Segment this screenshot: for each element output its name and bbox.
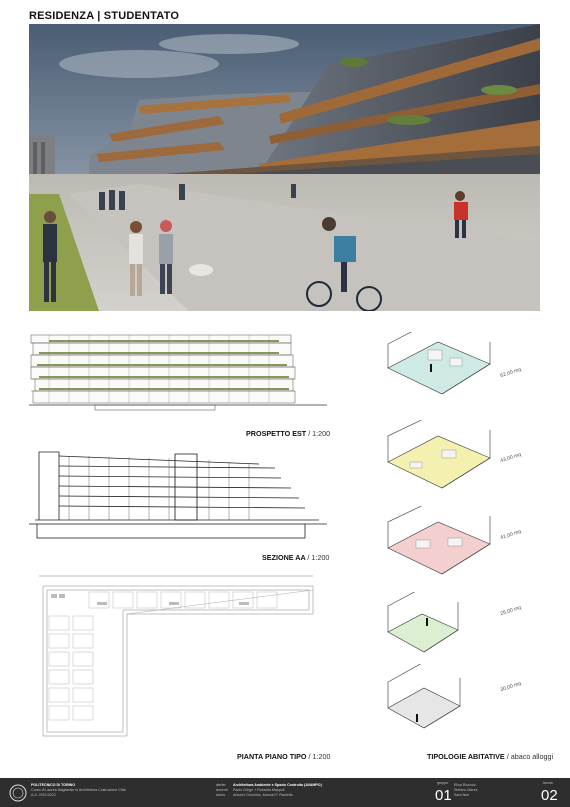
- footer-table-key: tavola: [543, 781, 553, 785]
- footer-group-key: gruppo: [437, 781, 449, 785]
- section-drawing: [29, 442, 327, 542]
- polito-logo-icon: [9, 784, 27, 802]
- unit-axonometric-3: [386, 506, 496, 578]
- unit-area-5: 30,00 mq: [499, 680, 523, 694]
- unit-floor: [388, 342, 490, 394]
- render-illustration: [29, 24, 540, 311]
- typologies-label: TIPOLOGIE ABITATIVE: [427, 752, 505, 761]
- footer-tutors: Antonio Gironimo, Manuel F. Ramella: [233, 793, 293, 797]
- unit-area-1: 62,00 mq: [499, 366, 523, 380]
- plan-scale: / 1:200: [308, 752, 331, 761]
- elevation-label: PROSPETTO EST: [246, 429, 307, 438]
- render-image: [29, 24, 540, 311]
- elevation-drawing: [29, 333, 327, 411]
- typologies-sub: / abaco alloggi: [506, 752, 554, 761]
- footer-institution: POLITECNICO DI TORINO: [31, 783, 76, 787]
- footer-bar: [0, 778, 570, 807]
- plan-caption: [237, 752, 330, 761]
- footer-tutors-key: tutors: [216, 793, 225, 797]
- footer-student-3: Sara Neri: [454, 793, 470, 797]
- footer-year: A.A. 2021/2022: [31, 793, 56, 797]
- section-label: SEZIONE AA: [262, 553, 306, 562]
- unit-axonometric-2: [386, 420, 496, 492]
- page-title: RESIDENZA | STUDENTATO: [29, 10, 180, 22]
- footer-student-2: Stefano Mares: [454, 788, 478, 792]
- unit-floor: [388, 436, 490, 488]
- typologies-caption: [427, 752, 553, 761]
- unit-axonometric-4: [386, 592, 496, 658]
- section-caption: [262, 553, 329, 562]
- footer-group-number: 01: [435, 787, 452, 804]
- unit-axonometric-1: [386, 332, 496, 402]
- unit-axonometric-5: [386, 664, 496, 738]
- footer-docenti: Paolo Grego + Rossella Maspoli: [233, 788, 285, 792]
- plan-label: PIANTA PIANO TIPO: [237, 752, 307, 761]
- footer-docenti-key: docenti: [216, 788, 228, 792]
- unit-area-2: 43,00 mq: [499, 451, 523, 465]
- plan-drawing: [29, 572, 327, 742]
- unit-area-3: 41,00 mq: [499, 528, 523, 542]
- elevation-scale: / 1:200: [308, 429, 331, 438]
- footer-atelier-key: atelier: [216, 783, 226, 787]
- footer-table-number: 02: [541, 787, 558, 804]
- unit-area-4: 25,00 mq: [499, 604, 523, 618]
- footer-student-1: Elisa Rozzolo: [454, 783, 476, 787]
- footer-atelier: Architettura Ambiente e Spazio Costruito (AVAMPO): [233, 783, 322, 787]
- unit-floor: [388, 614, 458, 652]
- unit-floor: [388, 522, 490, 574]
- unit-floor: [388, 688, 460, 728]
- footer-course: Corso di Laurea Magistrale in Architettura Costruzione Città: [31, 788, 126, 792]
- elevation-caption: [246, 429, 330, 438]
- section-scale: / 1:200: [307, 553, 330, 562]
